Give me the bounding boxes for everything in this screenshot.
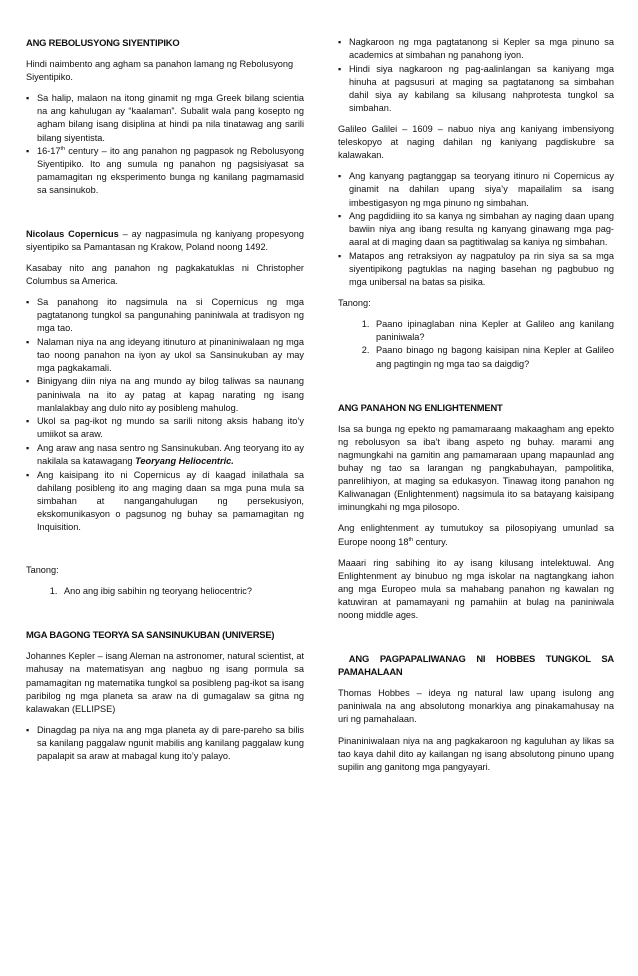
paragraph-hobbes-1: Thomas Hobbes – ideya ng natural law upang isulong ang paniniwala na ang absolutong monarkiya ang pinakamahusay na uri ng pamahalaan. [338,688,614,725]
paragraph-copernicus [26,228,304,254]
paragraph-intro: Hindi naimbento ang agham sa panahon lamang ng Rebolusyong Siyentipiko. [26,59,294,83]
question-item: 1. Ano ang ibig sabihin ng teoryang heliocentric? [60,585,304,598]
text-span: century. [413,536,448,547]
section-title-enlightenment: ANG PANAHON NG ENLIGHTENMENT [338,401,503,413]
paragraph-enlightenment-2 [338,522,614,548]
superscript: th [60,146,66,153]
bullet-item: ▪ Ang kanyang pagtanggap sa teoryang itinuro ni Copernicus ay ginamit na dahilan upang siya’y mapailalim sa isang imbestigasyon ng mga pinuno ng simbahan. [338,170,614,209]
text-span: 16-17 [37,146,61,157]
text-span: Ang araw ang nasa sentro ng Sansinukuban. Ang teoryang ito ay nakilala sa katawagang [37,442,304,467]
bullet-list-kepler [26,724,304,763]
text-span: Ang enlightenment ay tumutukoy sa pilosopiyang umunlad sa Europe noong 18 [338,523,614,547]
paragraph-kepler: Johannes Kepler – isang Aleman na astronomer, natural scientist, at mahusay na matematisyan ang nagbuo ng isang pormula sa pamamagitan ng matematika tungkol sa posibleng pag-ikot sa isang paribilog ng mga planeta sa araw na di gumagalaw sa gitna ng kalawakan (ELLIPSE) [26,651,304,714]
paragraph-enlightenment-3: Maaari ring sabihing ito ay isang kilusang intelektuwal. Ang Enlightenment ay binubuo ng mga iskolar na nagtangkang iahon ang mga Europeo mula sa mahabang panahon ng kawalan ng katuwiran at pamamayani ng pamahiin at bulag na paniniwala noong middle ages. [338,557,614,620]
right-column [338,36,617,782]
name-copernicus: Nicolaus Copernicus [26,228,119,239]
bullet-list-copernicus [26,296,304,534]
bullet-item: ▪ Ang pagdidiing ito sa kanya ng simbahan ay naging daan upang bawiin niya ang ibang resulta ng kanyang ginawang mga pag-aaral at di maging daan sa pagtitiwalag sa kaniya ng simbahan. [338,210,614,249]
question-label: Tanong: [26,565,59,576]
bullet-list-greek [26,92,304,197]
bullet-list-kepler-cont [338,36,614,115]
bullet-item: ▪ Dinagdag pa niya na ang mga planeta ay di pare-pareho sa bilis sa kanilang paggalaw ngunit mabilis ang kanilang paggalaw kung papalapit sa araw at mabagal kung ito’y palayo. [26,724,304,763]
bullet-item: ▪ Matapos ang retraksiyon ay nagpatuloy pa rin siya sa sa mga siyentipikong pagtuklas na naging basehan ng pagbubuo ng mga unibersal na batas sa pisika. [338,250,614,289]
paragraph-enlightenment-1: Isa sa bunga ng epekto ng pamamaraang makaagham ang epekto ng rebolusyon sa iba’t ibang aspeto ng buhay. marami ang nagmungkahi na gamitin ang pamamaraan upang mapaunlad ang buhay ng tao sa larangan ng pangkabuhayan, pampolitika, panrelihiyon, at maging sa edukasyon. Tinawag itong panahon ng Kaliwanagan (Enlightenment) nagsimula ito sa batayang kaisipang iminungkahi ng mga pilosopo. [338,423,614,513]
bullet-item: ▪ Hindi siya nagkaroon ng pag-aalinlangan sa kaniyang mga hinuha at pagsusuri at maging sa pagtatanong sa simbahan dahil siya ay kabilang sa kilusang nahprotesta tungkol sa simbahan. [338,63,614,115]
superscript: th [408,536,414,543]
spacer [26,542,304,564]
bullet-item: ▪ Ukol sa pag-ikot ng mundo sa sarili nitong aksis habang ito’y umiikot sa araw. [26,415,304,441]
text-span: – ay nagpasimula ng kaniyang propesyong siyentipiko sa Pamantasan ng Krakow, Poland noong 1492. [26,228,304,252]
bullet-item: ▪ Nagkaroon ng mga pagtatanong si Kepler sa mga pinuno sa academics at simbahan ng panahong iyon. [338,36,614,62]
bullet-item: ▪ Sa halip, malaon na itong ginamit ng mga Greek bilang scientia na ang kahulugan ay “kaalaman”. Subalit wala pang kosepto ng agham bilang isang disiplina at hindi pa nila tinatawag ang sarili bilang siyentista. [26,92,304,144]
text-span: century – ito ang panahon ng pagpasok ng Rebolusyong Siyentipiko. Ito ang sumula ng panahon ng pagsisiyasat sa pamamagitan ng eksperimento bunga ng kanilang pagmamasid sa sansinukob. [37,146,304,196]
left-column [26,36,304,771]
bullet-item: ▪ Binigyang diin niya na ang mundo ay bilog taliwas sa naunang paniniwala na ito ay patag at kapag narating ng isang manlalakbay ang dulo nito ay posibleng mahulog. [26,375,304,414]
bullet-list-galileo [338,170,614,289]
paragraph-columbus: Kasabay nito ang panahon ng pagkakatuklas ni Christopher Columbus sa America. [26,262,304,286]
question-label: Tanong: [338,298,371,309]
bullet-item [26,442,304,468]
paragraph-galileo: Galileo Galilei – 1609 – nabuo niya ang kaniyang imbensiyong teleskopyo at naging dahilan ng kaniyang pagdiskubre sa kalawakan. [338,124,614,161]
section-title-hobbes: ANG PAGPAPALIWANAG NI HOBBES TUNGKOL SA PAMAHALAAN [338,653,617,678]
paragraph-hobbes-2: Pinaniniwalaan niya na ang pagkakaroon ng kaguluhan ay likas sa tao kaya dahil dito ay kailangan ng isang absolutong pinuno upang supilin ang ganitong mga pangyayari. [338,735,614,772]
spacer [26,206,304,228]
bullet-item: ▪ Sa panahong ito nagsimula na si Copernicus ng mga pagtatanong tungkol sa pangunahing paniniwala at tradisyon ng mga tao. [26,296,304,335]
bullet-item: ▪ Nalaman niya na ang ideyang itinuturo at pinaniniwalaan ng mga tao noong panahon na iyon ay ukol sa Sansinukuban ay may mga pagkakamali. [26,336,304,375]
spacer [338,379,614,401]
section-title-rebolusyong-siyentipiko: ANG REBOLUSYONG SIYENTIPIKO [26,37,180,48]
bullet-item: ▪ Ang kaisipang ito ni Copernicus ay di kaagad inilathala sa dahilang posibleng ito ang maging daan sa mga puna mula sa simbahan at nangangahulugan ng persekusiyon, ekskomunikasyon o pagsunog ng buhay sa pamamagitan ng Inquisition. [26,469,304,534]
question-list [26,585,304,598]
question-list [338,318,614,370]
bullet-item [26,145,304,197]
spacer [26,606,304,628]
question-item: 1. Paano ipinaglaban nina Kepler at Galileo ang kanilang paniniwala? [372,318,614,344]
question-item: 2. Paano binago ng bagong kaisipan nina Kepler at Galileo ang pagtingin ng mga tao sa daigdig? [372,344,614,370]
term-heliocentric: Teoryang Heliocentric. [135,456,234,467]
section-title-bagong-teorya: MGA BAGONG TEORYA SA SANSINUKUBAN (UNIVERSE) [26,629,275,641]
spacer [338,630,614,652]
